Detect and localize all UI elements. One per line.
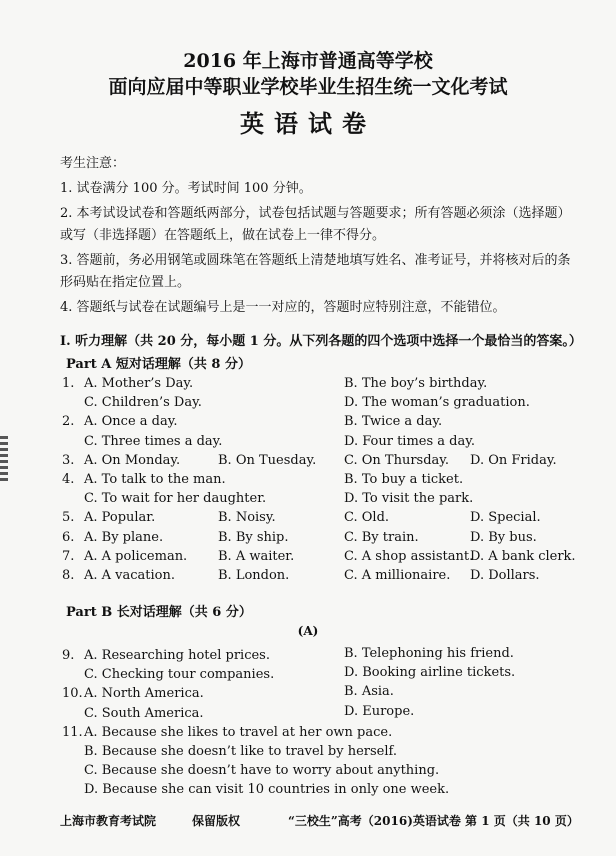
option-d: D. Dollars. — [470, 568, 540, 583]
title-line-1: 2016 年上海市普通高等学校 — [183, 50, 433, 72]
option-d: D. A bank clerk. — [470, 548, 576, 564]
option-c: C. Checking tour companies. — [84, 667, 275, 683]
option-c: C. Old. — [344, 510, 390, 526]
title-line-2: 面向应届中等职业学校毕业生招生统一文化考试 — [108, 76, 508, 98]
option-a: A. Mother’s Day. — [84, 376, 194, 391]
question-number: 8. — [62, 568, 75, 583]
title-line-3: 英语试卷 — [240, 109, 376, 138]
option-a: A. Popular. — [84, 510, 156, 526]
option-c: C. Children’s Day. — [84, 395, 202, 411]
option-a: A. Because she likes to travel at her own pace. — [84, 724, 393, 740]
option-a: A. A vacation. — [84, 568, 176, 583]
note-4: 4. 答题纸与试卷在试题编号上是一一对应的，答题时应特别注意，不能错位。 — [60, 300, 506, 315]
option-c: C. By train. — [344, 529, 419, 545]
note-2: 2. 本考试设试卷和答题纸两部分，试卷包括试题与答题要求；所有答题必须涂（选择题） — [60, 206, 571, 221]
option-a: A. On Monday. — [84, 452, 181, 468]
part-b-title: Part B 长对话理解（共 6 分） — [66, 605, 252, 620]
question-number: 9. — [62, 648, 75, 663]
option-c: C. A shop assistant. — [344, 548, 474, 564]
option-d: D. To visit the park. — [344, 491, 474, 507]
option-b: B. Noisy. — [218, 510, 276, 526]
option-d: D. Four times a day. — [344, 433, 475, 449]
option-b: B. Twice a day. — [344, 414, 443, 430]
part-b-sub: (A) — [297, 624, 319, 638]
option-a: A. A policeman. — [84, 548, 188, 564]
option-a: A. North America. — [84, 686, 204, 702]
option-d: D. Booking airline tickets. — [344, 665, 516, 681]
note-3-cont: 形码贴在指定位置上。 — [60, 275, 191, 290]
option-c: C. To wait for her daughter. — [84, 491, 267, 507]
question-number: 4. — [62, 472, 75, 487]
note-2-cont: 或写（非选择题）在答题纸上，做在试卷上一律不得分。 — [60, 228, 386, 243]
option-a: A. To talk to the man. — [84, 472, 226, 487]
option-b: B. The boy’s birthday. — [344, 376, 488, 391]
note-1: 1. 试卷满分 100 分。考试时间 100 分钟。 — [60, 181, 312, 196]
footer-middle: 保留版权 — [192, 814, 241, 828]
footer-right: “三校生”高考（2016)英语试卷 第 1 页（共 10 页） — [288, 814, 579, 828]
option-b: B. A waiter. — [218, 548, 295, 564]
option-c: C. A millionaire. — [344, 568, 451, 583]
option-b: B. By ship. — [218, 529, 289, 545]
option-b: B. On Tuesday. — [218, 452, 317, 468]
question-number: 1. — [62, 376, 75, 391]
option-d: D. On Friday. — [470, 452, 557, 468]
option-c: C. Three times a day. — [84, 433, 223, 449]
question-number: 6. — [62, 529, 75, 545]
option-d: D. Because she can visit 10 countries in only one week. — [84, 782, 450, 798]
option-b: B. Telephoning his friend. — [344, 646, 514, 661]
option-d: D. Europe. — [344, 703, 415, 719]
option-a: A. Once a day. — [84, 414, 178, 430]
option-c: C. On Thursday. — [344, 452, 450, 468]
question-number: 2. — [62, 414, 75, 430]
option-c: C. South America. — [84, 705, 204, 721]
part-a-title: Part A 短对话理解（共 8 分） — [66, 357, 251, 372]
option-b: B. Because she doesn’t like to travel by herself. — [84, 744, 398, 759]
option-d: D. The woman’s graduation. — [344, 395, 530, 411]
question-number: 10. — [62, 686, 83, 702]
question-number: 11. — [62, 724, 83, 740]
option-d: D. Special. — [470, 510, 541, 526]
question-number: 7. — [62, 548, 75, 564]
notes-title: 考生注意： — [60, 156, 126, 171]
option-b: B. London. — [218, 568, 290, 583]
option-a: A. By plane. — [84, 529, 164, 545]
binding-margin-mark — [0, 436, 8, 482]
option-c: C. Because she doesn’t have to worry about anything. — [84, 763, 440, 779]
option-b: B. To buy a ticket. — [344, 472, 464, 487]
footer-left: 上海市教育考试院 — [60, 814, 157, 828]
section-1-title: I. 听力理解（共 20 分，每小题 1 分。从下列各题的四个选项中选择一个最恰当的答案。） — [60, 334, 582, 349]
option-a: A. Researching hotel prices. — [84, 648, 270, 663]
question-number: 3. — [62, 452, 75, 468]
note-3: 3. 答题前，务必用钢笔或圆珠笔在答题纸上清楚地填写姓名、准考证号，并将核对后的条 — [60, 253, 571, 268]
question-number: 5. — [62, 510, 75, 526]
option-d: D. By bus. — [470, 529, 537, 545]
option-b: B. Asia. — [344, 684, 394, 700]
